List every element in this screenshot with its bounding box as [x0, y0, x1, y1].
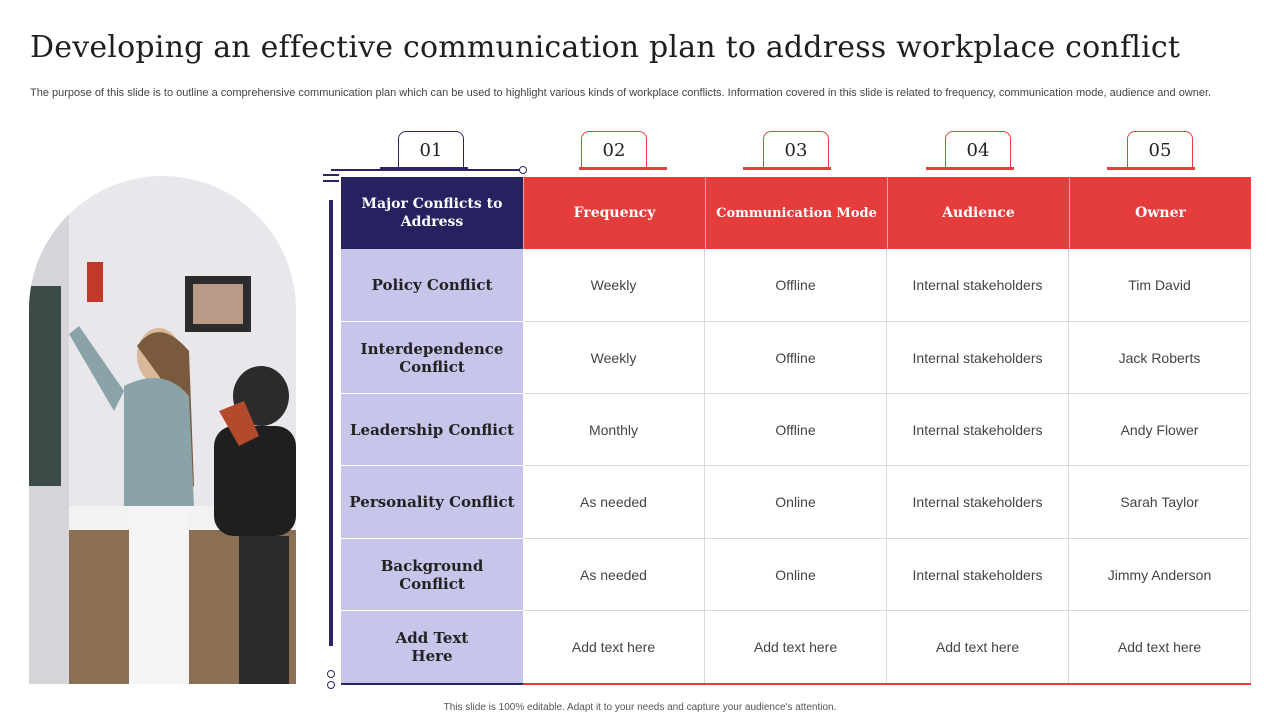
step-underline — [1107, 167, 1195, 170]
step-number-02: 02 — [581, 131, 647, 169]
table-cell: Offline — [705, 394, 887, 466]
slide-subtitle: The purpose of this slide is to outline a comprehensive communication plan which can be used to highlight various kinds of workplace conflicts. Information covered in this slide is related to frequency, communication mode, audience and owner. — [30, 87, 1212, 99]
table-cell: Sarah Taylor — [1069, 466, 1251, 539]
table-cell: Offline — [705, 322, 887, 394]
table-cell: Add text here — [705, 611, 887, 684]
row-label-add-text: Add Text Here — [341, 611, 523, 684]
step-underline — [743, 167, 831, 170]
table-cell: Andy Flower — [1069, 394, 1251, 466]
header-audience: Audience — [887, 177, 1069, 249]
table-cell: As needed — [523, 539, 705, 611]
timeline-tick — [323, 180, 339, 182]
table-cell: Weekly — [523, 249, 705, 322]
step-number-04: 04 — [945, 131, 1011, 169]
table-cell: As needed — [523, 466, 705, 539]
table-cell: Online — [705, 539, 887, 611]
step-number-01: 01 — [398, 131, 464, 169]
header-communication-mode: Communication Mode — [705, 177, 887, 249]
step-number-05: 05 — [1127, 131, 1193, 169]
table-bottom-line-navy — [341, 683, 523, 685]
header-conflicts: Major Conflicts to Address — [341, 177, 523, 249]
row-label-leadership-conflict: Leadership Conflict — [341, 394, 523, 466]
table-cell: Add text here — [1069, 611, 1251, 684]
row-label-background-conflict: Background Conflict — [341, 539, 523, 611]
table-cell: Tim David — [1069, 249, 1251, 322]
table-cell: Add text here — [887, 611, 1069, 684]
table-cell: Weekly — [523, 322, 705, 394]
step-underline — [380, 167, 468, 170]
step-underline — [926, 167, 1014, 170]
table-cell: Monthly — [523, 394, 705, 466]
timeline-end-circle — [327, 670, 335, 678]
row-label-personality-conflict: Personality Conflict — [341, 466, 523, 539]
timeline-vertical-line — [329, 200, 333, 646]
table-cell: Online — [705, 466, 887, 539]
timeline-top-circle — [519, 166, 527, 174]
table-cell: Internal stakeholders — [887, 322, 1069, 394]
table-cell: Internal stakeholders — [887, 249, 1069, 322]
row-label-policy-conflict: Policy Conflict — [341, 249, 523, 322]
step-number-03: 03 — [763, 131, 829, 169]
step-underline — [579, 167, 667, 170]
row-label-interdependence-conflict: Interdependence Conflict — [341, 322, 523, 394]
slide-title: Developing an effective communication plan to address workplace conflict — [30, 30, 1181, 65]
table-cell: Offline — [705, 249, 887, 322]
table-cell: Internal stakeholders — [887, 539, 1069, 611]
header-frequency: Frequency — [523, 177, 705, 249]
timeline-tick — [323, 174, 339, 176]
table-cell: Internal stakeholders — [887, 394, 1069, 466]
table-cell: Jack Roberts — [1069, 322, 1251, 394]
header-owner: Owner — [1069, 177, 1251, 249]
table-cell: Add text here — [523, 611, 705, 684]
slide-footer: This slide is 100% editable. Adapt it to your needs and capture your audience's attention. — [443, 702, 837, 713]
office-photo — [29, 176, 296, 684]
communication-plan-table — [341, 177, 1251, 684]
table-cell: Internal stakeholders — [887, 466, 1069, 539]
timeline-end-circle — [327, 681, 335, 689]
table-cell: Jimmy Anderson — [1069, 539, 1251, 611]
